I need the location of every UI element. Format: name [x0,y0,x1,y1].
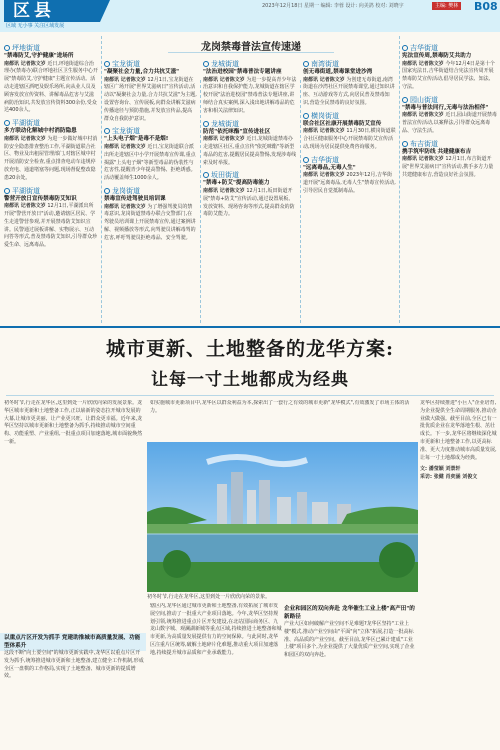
news-item [104,186,197,243]
circle-icon [4,120,10,126]
news-text: 12月1日,坂田街道开展"禁毒+防艾"宣传活动,通过设置展板、发放资料、现场咨询等形式,提高群众的防毒防艾能力。 [203,187,295,218]
news-text: 11月30日,横岗街道联合社区健康服务中心开展禁毒防艾宣传活动,现场为居民提供免费咨询服务。 [303,128,396,150]
district-name: 吉华街道 [311,155,339,164]
news-text: 今年12月4日是第十个国家宪法日,吉华街道结合宪法宣传周开展禁毒防艾宣传活动,倡导居民学法、知法、守法。 [402,60,495,90]
city-photo [147,442,418,592]
editor-tag: 主编: 樊林 [432,2,461,10]
news-headline: 宪法宣传周,禁毒防艾共助力 [402,53,472,59]
city-skyline-image [147,442,418,592]
news-body [203,136,297,167]
subsection-title: 企业和园区的双向奔赴 龙华催生工业上楼"高产田"的新路径 [284,606,415,620]
byline: 南都讯 记者陈文岁 [4,135,46,142]
news-item [203,119,297,168]
circle-icon [203,172,209,178]
news-item [402,139,497,180]
column-divider [300,80,301,323]
news-body [104,77,197,124]
article-mid [150,603,282,748]
district-label [203,170,297,180]
circle-icon [4,45,10,51]
news-item [303,111,396,152]
district-name: 横岗街道 [311,111,339,120]
news-item [4,118,98,182]
main-subheadline: 让每一寸土地都成为经典 [151,370,349,390]
news-text: 近日,龙城街道禁毒办走进辖区社区,重点宣传"依托咪酯"等新型毒品的危害,提醒居民提高警惕,发现涉毒线索及时举报。 [203,136,297,166]
district-name: 布吉街道 [410,139,438,148]
byline: 南都讯 记者陈文岁 [104,76,146,83]
news-item [303,155,396,196]
circle-icon [402,45,408,51]
news-text: 近日,坪地街道综合治理办(禁毒办)联合坪地社区卫生服务中心开展"禁毒防艾,守护健康"主题宣传活动。活动走进辖区酒吧及娱乐场所,向从业人员及顾客发放宣传资料、讲解毒品危害与艾滋病防治知识,共发放宣传资料300余份,受众达400余人。 [4,60,98,114]
news-body [303,77,396,108]
news-text: 12月1日,宝龙街道在辖区广场开展"世界艾滋病日"宣传活动,活动以"凝聚社会力量,合力共抗艾滋"为主题,设置咨询台、宣传展板,向群众讲解艾滋病传播途径与预防措施,并发放宣传品,提高群众自我防护意识。 [104,76,197,122]
news-item [303,59,396,108]
section-rule [0,326,500,328]
district-label [203,119,297,129]
news-headline: 携手筑牢防线 共建健康布吉 [402,148,472,155]
byline: 南都讯 记者陈文岁 [4,203,46,210]
news-text: 12月1日,布吉街道开展"世界艾滋病日"宣传活动,携手多方力量共建健康布吉,营造良好社会氛围。 [402,156,494,178]
news-text: 近日,园山街道开展禁毒普法宣传活动,以案释法,引导群众远离毒品、守法生活。 [402,112,497,134]
news-item [203,170,297,219]
news-headline: "禁毒防艾,守护健康"进场所 [4,53,74,59]
district-name: 坂田街道 [211,171,239,180]
article-left-box [4,634,144,748]
byline: 南都讯 记者陈文岁 [402,112,444,119]
news-body [4,61,98,116]
circle-icon [104,188,110,194]
news-body [4,136,98,183]
district-label [104,59,197,69]
far-right-body: 龙华区持续推进"小巨人"企业培育,为企业提供全生命周期服务,推动企业做大做强。截至目前,全区已有一批优质企业在龙华落地生根、茁壮成长。下一步,龙华区将继续深化城市更新和土地整备工作,以更高标准、更大力度推动城市高质量发展,让每一寸土地都成为经典。 [420,400,497,461]
column-divider [200,80,201,323]
news-body [303,128,396,151]
main-headline: 城市更新、土地整备的龙华方案: [105,338,394,360]
byline: 南都讯 记者陈文岁 [4,60,46,67]
circle-icon [4,188,10,194]
news-body [203,77,297,116]
article-far-right [420,400,497,748]
article-top-continue [150,400,415,440]
news-headline: "禁毒+防艾"提高防毒能力 [203,180,270,187]
news-body [303,172,396,195]
news-column-4 [303,56,396,322]
district-name: 平湖街道 [12,119,40,128]
news-headline: 创无毒街道,禁毒课堂进沙湾 [303,69,373,75]
circle-icon [402,141,408,147]
circle-icon [303,61,309,67]
district-name: 龙岗街道 [112,186,140,195]
news-item [4,186,98,250]
circle-icon [203,61,209,67]
district-label [104,186,197,196]
district-name: 吉华街道 [410,44,438,52]
news-headline: "远离毒品,无毒人生" [303,164,356,171]
byline: 南都讯 记者陈文岁 [203,136,245,143]
masthead [0,0,500,32]
circle-icon [203,121,209,127]
news-text: 为进一步提高青少年法治意识和自我保护能力,龙城街道在辖区学校开展"法治进校园"禁毒普法专题讲座,讲师结合真实案例,深入浅出地讲解毒品的危害和相关法律知识。 [203,76,297,114]
column-divider [399,36,400,323]
district-name: 坪地街道 [12,44,40,52]
news-headline: 多方联动化解城中村消防隐患 [4,128,77,135]
byline: 南都讯 记者陈文岁 [303,76,345,83]
circle-icon [303,113,309,119]
district-label [303,155,396,165]
circle-icon [402,97,408,103]
news-text: 12月1日,平湖派出所开展"警营开放日"活动,邀请辖区居民、学生走进警营参观,并开展禁毒防艾知识宣讲。民警通过展板讲解、实物展示、互动问答等形式,普及禁毒防艾知识,引导群众珍爱生命、远离毒品。 [4,203,98,249]
news-body [402,112,497,135]
district-name: 南湾街道 [311,60,339,68]
district-label [303,111,396,121]
district-label [4,186,98,196]
article-mid-body: 辖区内,龙华区通过城市更新和土地整备,有效拓展了城市发展空间,推动了一批重大产业项目落地。今年,龙华区坚持规划引领,统筹推进重点片区开发建设,在北站国际商务区、九龙山数字城、观澜湖新城等重点区域,持续推进土地整备和城市更新,为高质量发展提供有力的空间保障。与此同时,龙华区注重片区统筹,破解土地碎片化难题,推动重大项目加速落地,持续提升城市品质和产业承载能力。 [150,603,282,656]
byline: 南都讯 记者陈文岁 [104,203,146,210]
news-column-3 [203,56,297,322]
news-text: 为创建无毒街道,南湾街道在沙湾社区开展禁毒课堂,通过知识讲座、互动游戏等方式,向居民普及禁毒知识,营造全民禁毒的良好氛围。 [303,76,395,106]
district-label [203,59,297,69]
news-body [402,156,497,179]
byline: 南都讯 记者陈文岁 [104,143,146,150]
banner-rule [168,52,334,53]
page-number: B08 [474,0,498,13]
news-headline: 禁毒宣传进驾驶员培训课 [104,195,166,202]
news-headline: "上头电子烟"是毒不是烟! [104,136,169,143]
news-headline: 防范"依托咪酯"宣传进社区 [203,128,271,135]
district-label [303,59,396,69]
article-right [284,603,416,748]
byline: 南都讯 记者陈文岁 [203,187,245,194]
news-headline: 联合社区社康开展禁毒防艾宣传 [303,120,382,127]
district-name: 龙城街道 [211,119,239,128]
column-divider [101,36,102,323]
news-text: 为了增强驾驶员的禁毒意识,龙岗街道禁毒办联合交警部门,在驾驶员培训课上开展禁毒宣传,通过案例讲解、视频播放等形式,向驾驶员讲解毒驾的危害,呼吁驾驶员拒绝毒品、安全驾驶。 [104,203,196,241]
news-item [4,43,98,115]
news-column-1 [4,40,98,322]
credit-line-2: 采访: 张健 肖奕涵 刘俊文 [420,474,478,481]
news-body [104,144,197,183]
district-label [402,95,497,105]
news-text: 2023年12月,吉华街道开展"远离毒品,无毒人生"禁毒宣传活动,引导居民自觉抵制毒品。 [303,172,396,194]
district-name: 平湖街道 [12,186,40,195]
district-label [4,43,98,53]
circle-icon [303,157,309,163]
box-title: 以重点片区开发为抓手 党建助推城市高质量发展、功能型体系升 [4,635,141,649]
article-left [4,400,144,630]
district-name: 宝龙街道 [112,60,140,68]
news-text: 为进一步做好城中村消防安全隐患排查整治工作,平湖街道联合社区、物业及出租屋管理部门,对辖区城中村开展消防安全检查,重点排查电动车违规停放充电、通道堵塞等问题,现场督促整改隐患20余处。 [4,135,98,181]
news-item [104,59,197,123]
photo-caption: 初冬时节,行走在龙华区,这里到处一片欣欣向荣的景象。 [147,594,271,600]
subsection-body: 产业大区如何破解产业空间不足难题?龙华区坚持"工业上楼"模式,推动产业空间由"平面"向"立体"拓展,打造一批高标准、高品质的产业空间。截至目前,龙华区已累计建成"工业上楼"项目多个,为企业提供了大量优质产业空间,实现了企业和园区的双向奔赴。 [284,621,415,659]
circle-icon [104,128,110,134]
district-label [104,126,197,136]
news-headline: "法治进校园"禁毒普法专题讲座 [203,69,282,75]
district-name: 宝龙街道 [112,127,140,136]
news-item [402,43,497,92]
news-column-5 [402,40,497,322]
article-right-body: 如实施城市更新项目中,龙华区以群众利益为本,探索出了一套行之有效的城市更新"龙华模式",有效激发了市场主体的活力。 [150,400,410,414]
news-text: 近日,宝龙街道联合派出所走进辖区中小学开展禁毒宣传课,重点揭露"上头电子烟"等新型毒品的伪装性与危害性,提醒青少年提高警惕、拒绝诱惑。活动覆盖师生1000余人。 [104,143,196,182]
district-name: 龙城街道 [211,60,239,68]
byline: 南都讯 记者陈文岁 [402,60,444,67]
byline: 南都讯 记者陈文岁 [303,128,345,135]
byline: 南都讯 记者陈文岁 [203,76,245,83]
news-item [104,126,197,183]
news-column-2 [104,56,197,322]
box-body: 这段不断"向土要空间"的城市更新实践中,龙华区以重点片区开发为抓手,统筹推进城市更新和土地整备,建立健全工作机制,形成全区一盘棋的工作格局,实现了土地整备、城市更新的提质增效。 [4,650,144,680]
news-body [402,61,497,92]
district-label [402,139,497,149]
news-body [4,203,98,250]
section-subtitle: 区域 无小事 关注区域发展 [6,23,65,29]
article-left-body: 初冬时节,行走在龙华区,这里到处一片欣欣向荣的发展景象。龙华区城市更新和土地整备工作,正以崭新的姿态拉开城市发展的大幕,让城市更美丽、让产业更兴旺、让群众更幸福。近年来,龙华区坚持以城市更新和土地整备为抓手,持续推动城市空间重构、功能重塑、产业重组,一批重点项目加速落地,城市面貌焕然一新。 [4,400,143,445]
news-headline: 警营开放日宣传禁毒防艾知识 [4,195,77,202]
circle-icon [104,61,110,67]
section-logo: 区县 [4,0,100,22]
column-banner-title: 龙岗禁毒普法宣传速递 [201,42,301,53]
news-headline: "凝聚社会力量,合力共抗艾滋" [104,69,180,75]
district-name: 园山街道 [410,95,438,104]
credit-line-1: 文: 潘莹颖 刘景轩 [420,466,461,473]
news-body [104,204,197,243]
news-body [203,188,297,219]
date-line: 2023年12月18日 星期一 编辑: 李蓉 设计: 向美鸽 校对: 刘晓宇 [262,3,404,9]
news-item [203,59,297,116]
byline: 南都讯 记者陈文岁 [402,156,444,163]
news-item [402,95,497,136]
headline-rule [6,395,494,396]
news-headline: "禁毒与普法同行,无毒与法治相伴" [402,104,489,111]
byline: 南都讯 记者陈文岁 [303,172,345,179]
district-label [402,43,497,53]
district-label [4,118,98,128]
